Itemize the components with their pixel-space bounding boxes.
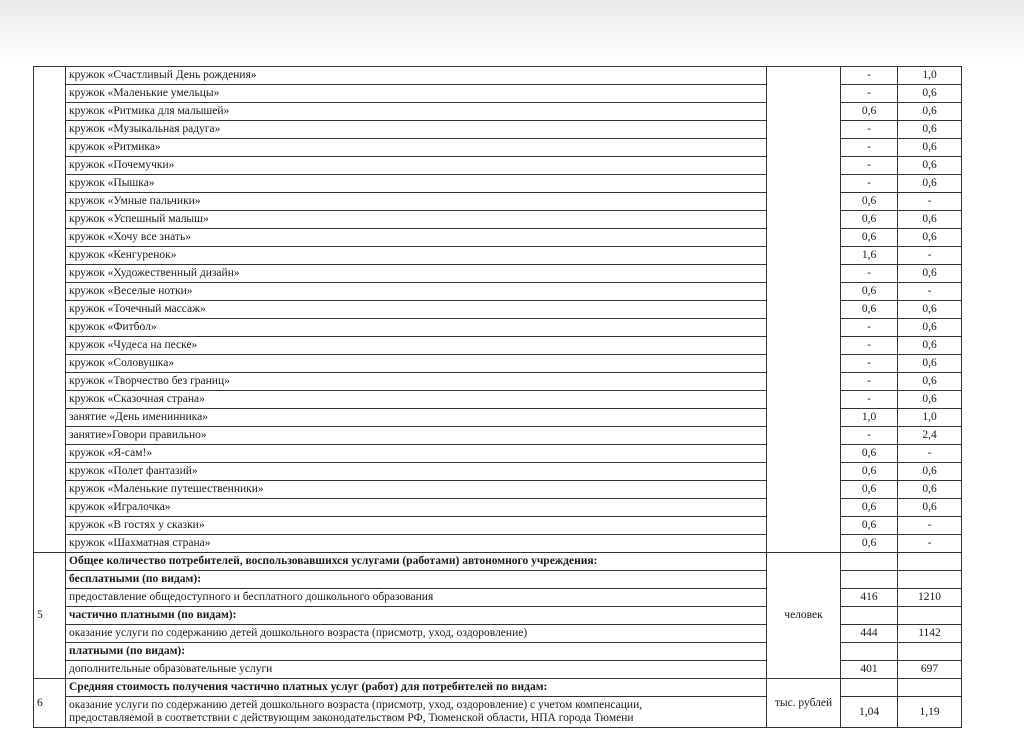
service-name: кружок «Шахматная страна»: [66, 535, 767, 553]
value-cell: [841, 643, 898, 661]
paid-item-name: дополнительные образовательные услуги: [66, 661, 767, 679]
service-name: кружок «Я-сам!»: [66, 445, 767, 463]
service-name: кружок «Сказочная страна»: [66, 391, 767, 409]
report-table: [33, 66, 962, 728]
service-name: кружок «Маленькие путешественники»: [66, 481, 767, 499]
value-year-2: 0,6: [898, 319, 962, 337]
free-header: бесплатными (по видам):: [66, 571, 767, 589]
value-year-1: -: [841, 427, 898, 445]
service-name: кружок «Пышка»: [66, 175, 767, 193]
value-year-1: 0,6: [841, 499, 898, 517]
value-year-1: -: [841, 175, 898, 193]
table-row: [34, 67, 962, 85]
value-year-2: -: [898, 283, 962, 301]
value-year-2: 0,6: [898, 391, 962, 409]
service-name: кружок «Фитбол»: [66, 319, 767, 337]
value-cell: [841, 679, 898, 697]
free-item-name: предоставление общедоступного и бесплатного дошкольного образования: [66, 589, 767, 607]
value-year-1: -: [841, 139, 898, 157]
value-cell: [898, 679, 962, 697]
service-name: занятие»Говори правильно»: [66, 427, 767, 445]
value-year-2: 0,6: [898, 481, 962, 499]
section5-unit: человек: [767, 553, 841, 679]
service-name: кружок «Умные пальчики»: [66, 193, 767, 211]
value-year-2: 0,6: [898, 265, 962, 283]
service-name: кружок «Чудеса на песке»: [66, 337, 767, 355]
value-year-2: 1,0: [898, 67, 962, 85]
value-cell: [898, 571, 962, 589]
value-year-1: 0,6: [841, 517, 898, 535]
section5-title-row: [34, 553, 962, 571]
service-name: кружок «Точечный массаж»: [66, 301, 767, 319]
value-year-1: -: [841, 319, 898, 337]
service-name: кружок «Ритмика»: [66, 139, 767, 157]
value-year-1: 0,6: [841, 535, 898, 553]
section6-title: Средняя стоимость получения частично платных услуг (работ) для потребителей по видам:: [66, 679, 767, 697]
value-year-1: -: [841, 373, 898, 391]
value-year-1: -: [841, 265, 898, 283]
value-year-2: -: [898, 517, 962, 535]
value-year-2: 0,6: [898, 175, 962, 193]
free-item-v1: 416: [841, 589, 898, 607]
value-year-2: -: [898, 193, 962, 211]
paid-item-v2: 697: [898, 661, 962, 679]
partial-item-v1: 444: [841, 625, 898, 643]
value-year-2: 0,6: [898, 337, 962, 355]
service-name: кружок «Полет фантазий»: [66, 463, 767, 481]
partial-item-v2: 1142: [898, 625, 962, 643]
service-name: кружок «Маленькие умельцы»: [66, 85, 767, 103]
partial-item-name: оказание услуги по содержанию детей дошкольного возраста (присмотр, уход, оздоровление): [66, 625, 767, 643]
value-year-1: -: [841, 391, 898, 409]
value-cell: [841, 571, 898, 589]
service-name: кружок «Игралочка»: [66, 499, 767, 517]
value-year-2: 0,6: [898, 157, 962, 175]
value-year-1: 0,6: [841, 193, 898, 211]
paid-header: платными (по видам):: [66, 643, 767, 661]
section5-title: Общее количество потребителей, воспользовавшихся услугами (работами) автономного учреждения:: [66, 553, 767, 571]
value-cell: [841, 607, 898, 625]
value-cell: [898, 607, 962, 625]
service-name: кружок «Хочу все знать»: [66, 229, 767, 247]
value-year-1: -: [841, 85, 898, 103]
value-year-2: 0,6: [898, 121, 962, 139]
service-name: кружок «Ритмика для малышей»: [66, 103, 767, 121]
section6-number: 6: [34, 679, 66, 728]
service-name: кружок «Счастливый День рождения»: [66, 67, 767, 85]
value-year-2: 0,6: [898, 373, 962, 391]
value-year-2: 0,6: [898, 139, 962, 157]
value-cell: [898, 643, 962, 661]
section6-item-name: [66, 697, 767, 728]
value-year-2: 0,6: [898, 229, 962, 247]
value-year-2: 0,6: [898, 355, 962, 373]
value-year-1: 0,6: [841, 445, 898, 463]
section5-number: 5: [34, 553, 66, 679]
value-year-2: 0,6: [898, 211, 962, 229]
unit-cell: [767, 67, 841, 553]
value-year-1: -: [841, 67, 898, 85]
section6-item-v2: 1,19: [898, 697, 962, 728]
value-year-1: 0,6: [841, 463, 898, 481]
service-name: кружок «Веселые нотки»: [66, 283, 767, 301]
service-name: кружок «Успешный малыш»: [66, 211, 767, 229]
value-cell: [841, 553, 898, 571]
section6-item-line2: предоставляемой в соответствии с действующим законодательством РФ, Тюменской области, НПА города Тюмени: [69, 712, 634, 724]
free-item-v2: 1210: [898, 589, 962, 607]
section-5: [34, 553, 962, 679]
value-year-2: -: [898, 445, 962, 463]
value-year-1: 1,6: [841, 247, 898, 265]
value-year-1: 0,6: [841, 283, 898, 301]
service-name: кружок «Почемучки»: [66, 157, 767, 175]
value-year-1: -: [841, 121, 898, 139]
row-number-cell: [34, 67, 66, 553]
paid-item-v1: 401: [841, 661, 898, 679]
partial-header: частично платными (по видам):: [66, 607, 767, 625]
value-year-1: 0,6: [841, 229, 898, 247]
value-year-2: -: [898, 247, 962, 265]
value-year-2: 0,6: [898, 85, 962, 103]
value-year-2: 1,0: [898, 409, 962, 427]
section6-item-v1: 1,04: [841, 697, 898, 728]
service-name: кружок «Творчество без границ»: [66, 373, 767, 391]
section6-unit: тыс. рублей: [767, 679, 841, 728]
service-name: кружок «Художественный дизайн»: [66, 265, 767, 283]
value-year-1: 1,0: [841, 409, 898, 427]
scan-edge-shade: [0, 0, 1024, 60]
section6-title-row: [34, 679, 962, 697]
value-year-2: 0,6: [898, 499, 962, 517]
value-year-1: -: [841, 355, 898, 373]
value-year-1: 0,6: [841, 481, 898, 499]
value-year-1: 0,6: [841, 301, 898, 319]
value-year-2: 2,4: [898, 427, 962, 445]
value-year-1: -: [841, 157, 898, 175]
value-cell: [898, 553, 962, 571]
value-year-1: -: [841, 337, 898, 355]
service-name: кружок «Кенгуренок»: [66, 247, 767, 265]
section-6: [34, 679, 962, 728]
service-rows: [34, 67, 962, 553]
value-year-2: 0,6: [898, 103, 962, 121]
service-name: кружок «Соловушка»: [66, 355, 767, 373]
value-year-1: 0,6: [841, 211, 898, 229]
service-name: кружок «В гостях у сказки»: [66, 517, 767, 535]
service-name: кружок «Музыкальная радуга»: [66, 121, 767, 139]
value-year-2: 0,6: [898, 301, 962, 319]
value-year-1: 0,6: [841, 103, 898, 121]
section6-item-line1: оказание услуги по содержанию детей дошкольного возраста (присмотр, уход, оздоровление) с учетом компенсации,: [69, 699, 643, 711]
value-year-2: -: [898, 535, 962, 553]
value-year-2: 0,6: [898, 463, 962, 481]
service-name: занятие «День именинника»: [66, 409, 767, 427]
